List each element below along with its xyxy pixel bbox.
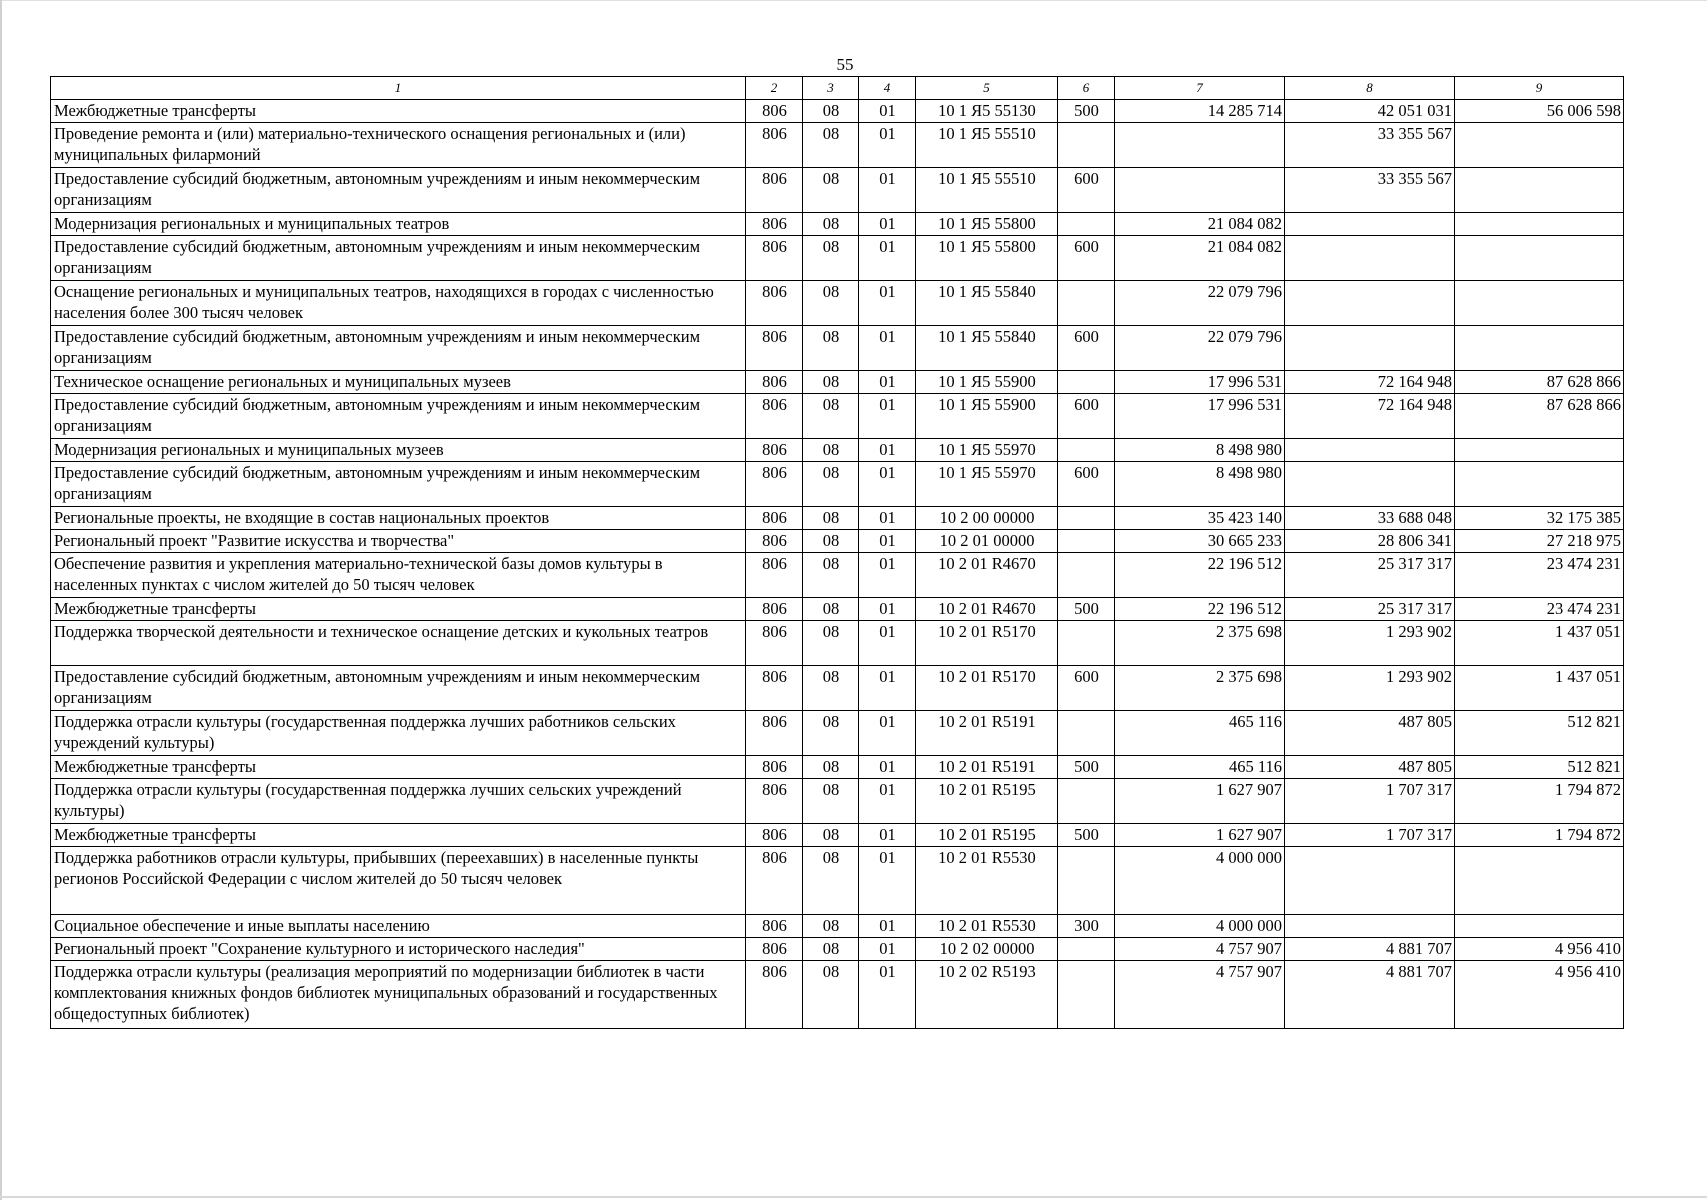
amount-col-8 bbox=[1285, 281, 1455, 326]
page-number: 55 bbox=[836, 55, 854, 74]
code-subsection: 01 bbox=[859, 961, 916, 1029]
amount-col-9 bbox=[1455, 462, 1624, 507]
code-expense-type bbox=[1058, 281, 1115, 326]
code-grbs: 806 bbox=[746, 530, 803, 553]
code-target-article: 10 1 Я5 55510 bbox=[916, 123, 1058, 168]
table-row bbox=[51, 756, 1624, 779]
amount-col-8: 25 317 317 bbox=[1285, 553, 1455, 598]
code-grbs: 806 bbox=[746, 100, 803, 123]
header-row bbox=[51, 77, 1624, 100]
code-section: 08 bbox=[803, 123, 859, 168]
table-row bbox=[51, 462, 1624, 507]
code-subsection: 01 bbox=[859, 371, 916, 394]
row-name: Межбюджетные трансферты bbox=[51, 824, 746, 847]
code-target-article: 10 2 01 R5191 bbox=[916, 711, 1058, 756]
table-row bbox=[51, 281, 1624, 326]
table-row bbox=[51, 961, 1624, 1029]
code-subsection: 01 bbox=[859, 847, 916, 915]
code-subsection: 01 bbox=[859, 281, 916, 326]
code-subsection: 01 bbox=[859, 507, 916, 530]
code-grbs: 806 bbox=[746, 779, 803, 824]
code-subsection: 01 bbox=[859, 824, 916, 847]
code-target-article: 10 2 01 R5170 bbox=[916, 666, 1058, 711]
table-row bbox=[51, 847, 1624, 915]
code-subsection: 01 bbox=[859, 621, 916, 666]
table-row bbox=[51, 598, 1624, 621]
code-subsection: 01 bbox=[859, 779, 916, 824]
amount-col-7: 4 000 000 bbox=[1115, 915, 1285, 938]
amount-col-8 bbox=[1285, 326, 1455, 371]
table-row bbox=[51, 394, 1624, 439]
amount-col-7: 2 375 698 bbox=[1115, 621, 1285, 666]
amount-col-9 bbox=[1455, 236, 1624, 281]
column-header: 5 bbox=[916, 77, 1058, 100]
code-section: 08 bbox=[803, 213, 859, 236]
code-section: 08 bbox=[803, 462, 859, 507]
table-row bbox=[51, 100, 1624, 123]
row-name: Социальное обеспечение и иные выплаты населению bbox=[51, 915, 746, 938]
amount-col-8 bbox=[1285, 847, 1455, 915]
column-header: 8 bbox=[1285, 77, 1455, 100]
code-subsection: 01 bbox=[859, 666, 916, 711]
amount-col-9: 87 628 866 bbox=[1455, 371, 1624, 394]
row-name: Предоставление субсидий бюджетным, автономным учреждениям и иным некоммерческим организациям bbox=[51, 394, 746, 439]
code-section: 08 bbox=[803, 530, 859, 553]
code-expense-type: 600 bbox=[1058, 462, 1115, 507]
table-row bbox=[51, 666, 1624, 711]
code-target-article: 10 1 Я5 55130 bbox=[916, 100, 1058, 123]
table-row bbox=[51, 371, 1624, 394]
column-header: 4 bbox=[859, 77, 916, 100]
code-section: 08 bbox=[803, 621, 859, 666]
code-expense-type bbox=[1058, 507, 1115, 530]
table-row bbox=[51, 553, 1624, 598]
code-section: 08 bbox=[803, 915, 859, 938]
code-target-article: 10 2 01 R5195 bbox=[916, 824, 1058, 847]
amount-col-7: 2 375 698 bbox=[1115, 666, 1285, 711]
row-name: Межбюджетные трансферты bbox=[51, 756, 746, 779]
amount-col-7: 35 423 140 bbox=[1115, 507, 1285, 530]
code-grbs: 806 bbox=[746, 711, 803, 756]
code-grbs: 806 bbox=[746, 621, 803, 666]
code-grbs: 806 bbox=[746, 439, 803, 462]
code-expense-type: 500 bbox=[1058, 100, 1115, 123]
amount-col-9 bbox=[1455, 915, 1624, 938]
code-grbs: 806 bbox=[746, 123, 803, 168]
code-subsection: 01 bbox=[859, 553, 916, 598]
row-name: Поддержка работников отрасли культуры, прибывших (переехавших) в населенные пункты регионов Российской Федерации с числом жителей до 50 тысяч человек bbox=[51, 847, 746, 915]
amount-col-7: 22 079 796 bbox=[1115, 326, 1285, 371]
row-name: Межбюджетные трансферты bbox=[51, 100, 746, 123]
amount-col-7: 17 996 531 bbox=[1115, 394, 1285, 439]
scan-edge-bottom bbox=[0, 1196, 1707, 1198]
amount-col-8: 28 806 341 bbox=[1285, 530, 1455, 553]
amount-col-9: 512 821 bbox=[1455, 756, 1624, 779]
amount-col-8: 487 805 bbox=[1285, 711, 1455, 756]
scan-edge-left bbox=[0, 0, 2, 1200]
code-target-article: 10 1 Я5 55800 bbox=[916, 213, 1058, 236]
code-grbs: 806 bbox=[746, 462, 803, 507]
code-subsection: 01 bbox=[859, 123, 916, 168]
code-grbs: 806 bbox=[746, 281, 803, 326]
table-row bbox=[51, 621, 1624, 666]
code-expense-type bbox=[1058, 711, 1115, 756]
row-name: Техническое оснащение региональных и муниципальных музеев bbox=[51, 371, 746, 394]
code-expense-type bbox=[1058, 621, 1115, 666]
code-target-article: 10 1 Я5 55510 bbox=[916, 168, 1058, 213]
code-expense-type bbox=[1058, 530, 1115, 553]
amount-col-8: 33 688 048 bbox=[1285, 507, 1455, 530]
row-name: Модернизация региональных и муниципальных театров bbox=[51, 213, 746, 236]
amount-col-9 bbox=[1455, 168, 1624, 213]
code-subsection: 01 bbox=[859, 915, 916, 938]
code-section: 08 bbox=[803, 168, 859, 213]
table-row bbox=[51, 938, 1624, 961]
code-target-article: 10 2 01 00000 bbox=[916, 530, 1058, 553]
code-section: 08 bbox=[803, 236, 859, 281]
table-row bbox=[51, 236, 1624, 281]
column-header: 3 bbox=[803, 77, 859, 100]
amount-col-7: 22 196 512 bbox=[1115, 553, 1285, 598]
table-row bbox=[51, 439, 1624, 462]
amount-col-9 bbox=[1455, 213, 1624, 236]
row-name: Поддержка отрасли культуры (реализация мероприятий по модернизации библиотек в части комплектования книжных фондов библиотек муниципальных образований и государственных общедоступных библиотек) bbox=[51, 961, 746, 1029]
code-grbs: 806 bbox=[746, 938, 803, 961]
table-row bbox=[51, 507, 1624, 530]
code-grbs: 806 bbox=[746, 213, 803, 236]
code-target-article: 10 1 Я5 55970 bbox=[916, 462, 1058, 507]
row-name: Предоставление субсидий бюджетным, автономным учреждениям и иным некоммерческим организациям bbox=[51, 168, 746, 213]
amount-col-7 bbox=[1115, 123, 1285, 168]
amount-col-9: 1 794 872 bbox=[1455, 824, 1624, 847]
row-name: Предоставление субсидий бюджетным, автономным учреждениям и иным некоммерческим организациям bbox=[51, 326, 746, 371]
code-section: 08 bbox=[803, 938, 859, 961]
code-subsection: 01 bbox=[859, 711, 916, 756]
code-section: 08 bbox=[803, 507, 859, 530]
code-target-article: 10 2 02 00000 bbox=[916, 938, 1058, 961]
row-name: Региональный проект "Развитие искусства и творчества" bbox=[51, 530, 746, 553]
row-name: Предоставление субсидий бюджетным, автономным учреждениям и иным некоммерческим организациям bbox=[51, 666, 746, 711]
code-grbs: 806 bbox=[746, 236, 803, 281]
amount-col-9: 23 474 231 bbox=[1455, 553, 1624, 598]
table-row bbox=[51, 779, 1624, 824]
amount-col-9: 23 474 231 bbox=[1455, 598, 1624, 621]
code-expense-type: 500 bbox=[1058, 756, 1115, 779]
code-subsection: 01 bbox=[859, 938, 916, 961]
table-row bbox=[51, 824, 1624, 847]
column-header: 9 bbox=[1455, 77, 1624, 100]
row-name: Поддержка творческой деятельности и техническое оснащение детских и кукольных театров bbox=[51, 621, 746, 666]
code-section: 08 bbox=[803, 598, 859, 621]
code-expense-type bbox=[1058, 553, 1115, 598]
code-grbs: 806 bbox=[746, 824, 803, 847]
amount-col-9: 4 956 410 bbox=[1455, 938, 1624, 961]
amount-col-9 bbox=[1455, 847, 1624, 915]
amount-col-7: 1 627 907 bbox=[1115, 824, 1285, 847]
table-row bbox=[51, 168, 1624, 213]
amount-col-8: 1 707 317 bbox=[1285, 779, 1455, 824]
code-subsection: 01 bbox=[859, 213, 916, 236]
code-grbs: 806 bbox=[746, 168, 803, 213]
code-section: 08 bbox=[803, 961, 859, 1029]
code-target-article: 10 2 01 R4670 bbox=[916, 553, 1058, 598]
amount-col-7: 21 084 082 bbox=[1115, 213, 1285, 236]
amount-col-8 bbox=[1285, 439, 1455, 462]
code-section: 08 bbox=[803, 711, 859, 756]
amount-col-9 bbox=[1455, 281, 1624, 326]
code-target-article: 10 2 00 00000 bbox=[916, 507, 1058, 530]
code-section: 08 bbox=[803, 439, 859, 462]
code-section: 08 bbox=[803, 553, 859, 598]
code-expense-type: 600 bbox=[1058, 236, 1115, 281]
code-expense-type bbox=[1058, 123, 1115, 168]
amount-col-7: 14 285 714 bbox=[1115, 100, 1285, 123]
amount-col-9: 87 628 866 bbox=[1455, 394, 1624, 439]
code-subsection: 01 bbox=[859, 394, 916, 439]
amount-col-9 bbox=[1455, 439, 1624, 462]
code-section: 08 bbox=[803, 779, 859, 824]
row-name: Оснащение региональных и муниципальных театров, находящихся в городах с численностью населения более 300 тысяч человек bbox=[51, 281, 746, 326]
amount-col-7: 21 084 082 bbox=[1115, 236, 1285, 281]
amount-col-9: 1 794 872 bbox=[1455, 779, 1624, 824]
amount-col-8: 487 805 bbox=[1285, 756, 1455, 779]
amount-col-7: 30 665 233 bbox=[1115, 530, 1285, 553]
code-subsection: 01 bbox=[859, 168, 916, 213]
amount-col-8 bbox=[1285, 915, 1455, 938]
amount-col-8: 4 881 707 bbox=[1285, 938, 1455, 961]
table-row bbox=[51, 326, 1624, 371]
code-section: 08 bbox=[803, 100, 859, 123]
row-name: Поддержка отрасли культуры (государственная поддержка лучших работников сельских учреждений культуры) bbox=[51, 711, 746, 756]
code-section: 08 bbox=[803, 281, 859, 326]
row-name: Предоставление субсидий бюджетным, автономным учреждениям и иным некоммерческим организациям bbox=[51, 236, 746, 281]
row-name: Модернизация региональных и муниципальных музеев bbox=[51, 439, 746, 462]
budget-table bbox=[50, 76, 1624, 1029]
code-target-article: 10 2 02 R5193 bbox=[916, 961, 1058, 1029]
amount-col-8: 72 164 948 bbox=[1285, 394, 1455, 439]
code-grbs: 806 bbox=[746, 553, 803, 598]
code-target-article: 10 2 01 R5195 bbox=[916, 779, 1058, 824]
amount-col-7: 22 196 512 bbox=[1115, 598, 1285, 621]
code-expense-type: 500 bbox=[1058, 824, 1115, 847]
code-expense-type bbox=[1058, 779, 1115, 824]
amount-col-7: 8 498 980 bbox=[1115, 462, 1285, 507]
code-section: 08 bbox=[803, 666, 859, 711]
code-target-article: 10 2 01 R5191 bbox=[916, 756, 1058, 779]
code-target-article: 10 2 01 R4670 bbox=[916, 598, 1058, 621]
code-target-article: 10 2 01 R5530 bbox=[916, 847, 1058, 915]
code-section: 08 bbox=[803, 824, 859, 847]
code-subsection: 01 bbox=[859, 326, 916, 371]
column-header: 1 bbox=[51, 77, 746, 100]
table-row bbox=[51, 711, 1624, 756]
code-expense-type: 600 bbox=[1058, 666, 1115, 711]
row-name: Проведение ремонта и (или) материально-технического оснащения региональных и (или) муниципальных филармоний bbox=[51, 123, 746, 168]
column-header: 7 bbox=[1115, 77, 1285, 100]
amount-col-7: 8 498 980 bbox=[1115, 439, 1285, 462]
code-section: 08 bbox=[803, 847, 859, 915]
amount-col-9: 27 218 975 bbox=[1455, 530, 1624, 553]
code-grbs: 806 bbox=[746, 915, 803, 938]
amount-col-9: 1 437 051 bbox=[1455, 621, 1624, 666]
code-grbs: 806 bbox=[746, 666, 803, 711]
amount-col-8 bbox=[1285, 462, 1455, 507]
row-name: Межбюджетные трансферты bbox=[51, 598, 746, 621]
row-name: Региональные проекты, не входящие в состав национальных проектов bbox=[51, 507, 746, 530]
code-target-article: 10 1 Я5 55900 bbox=[916, 371, 1058, 394]
amount-col-8: 1 707 317 bbox=[1285, 824, 1455, 847]
amount-col-8: 1 293 902 bbox=[1285, 666, 1455, 711]
code-section: 08 bbox=[803, 371, 859, 394]
amount-col-8 bbox=[1285, 213, 1455, 236]
code-target-article: 10 1 Я5 55970 bbox=[916, 439, 1058, 462]
code-target-article: 10 1 Я5 55840 bbox=[916, 326, 1058, 371]
scan-edge-top bbox=[0, 0, 1707, 1]
code-grbs: 806 bbox=[746, 847, 803, 915]
amount-col-7: 465 116 bbox=[1115, 711, 1285, 756]
row-name: Предоставление субсидий бюджетным, автономным учреждениям и иным некоммерческим организациям bbox=[51, 462, 746, 507]
amount-col-8: 72 164 948 bbox=[1285, 371, 1455, 394]
amount-col-7: 17 996 531 bbox=[1115, 371, 1285, 394]
code-grbs: 806 bbox=[746, 507, 803, 530]
amount-col-7: 22 079 796 bbox=[1115, 281, 1285, 326]
code-expense-type: 300 bbox=[1058, 915, 1115, 938]
code-subsection: 01 bbox=[859, 530, 916, 553]
code-target-article: 10 1 Я5 55840 bbox=[916, 281, 1058, 326]
code-section: 08 bbox=[803, 326, 859, 371]
amount-col-8: 42 051 031 bbox=[1285, 100, 1455, 123]
amount-col-9: 512 821 bbox=[1455, 711, 1624, 756]
amount-col-7: 1 627 907 bbox=[1115, 779, 1285, 824]
row-name: Региональный проект "Сохранение культурного и исторического наследия" bbox=[51, 938, 746, 961]
amount-col-9 bbox=[1455, 123, 1624, 168]
amount-col-9: 56 006 598 bbox=[1455, 100, 1624, 123]
amount-col-7: 465 116 bbox=[1115, 756, 1285, 779]
table-row bbox=[51, 530, 1624, 553]
amount-col-8 bbox=[1285, 236, 1455, 281]
table-row bbox=[51, 915, 1624, 938]
amount-col-9: 1 437 051 bbox=[1455, 666, 1624, 711]
code-grbs: 806 bbox=[746, 326, 803, 371]
row-name: Обеспечение развития и укрепления материально-технической базы домов культуры в населенных пунктах с числом жителей до 50 тысяч человек bbox=[51, 553, 746, 598]
amount-col-8: 1 293 902 bbox=[1285, 621, 1455, 666]
code-expense-type: 600 bbox=[1058, 326, 1115, 371]
amount-col-7: 4 000 000 bbox=[1115, 847, 1285, 915]
code-expense-type: 600 bbox=[1058, 168, 1115, 213]
table-row bbox=[51, 123, 1624, 168]
code-target-article: 10 1 Я5 55900 bbox=[916, 394, 1058, 439]
code-expense-type bbox=[1058, 961, 1115, 1029]
code-expense-type bbox=[1058, 938, 1115, 961]
column-header: 2 bbox=[746, 77, 803, 100]
amount-col-8: 33 355 567 bbox=[1285, 168, 1455, 213]
code-expense-type bbox=[1058, 371, 1115, 394]
code-section: 08 bbox=[803, 756, 859, 779]
table-body bbox=[51, 100, 1624, 1029]
code-subsection: 01 bbox=[859, 598, 916, 621]
code-grbs: 806 bbox=[746, 371, 803, 394]
amount-col-8: 4 881 707 bbox=[1285, 961, 1455, 1029]
code-subsection: 01 bbox=[859, 439, 916, 462]
code-subsection: 01 bbox=[859, 236, 916, 281]
code-expense-type bbox=[1058, 439, 1115, 462]
column-header: 6 bbox=[1058, 77, 1115, 100]
code-subsection: 01 bbox=[859, 462, 916, 507]
code-grbs: 806 bbox=[746, 598, 803, 621]
amount-col-9 bbox=[1455, 326, 1624, 371]
amount-col-8: 25 317 317 bbox=[1285, 598, 1455, 621]
amount-col-9: 4 956 410 bbox=[1455, 961, 1624, 1029]
code-target-article: 10 2 01 R5170 bbox=[916, 621, 1058, 666]
code-expense-type bbox=[1058, 847, 1115, 915]
amount-col-9: 32 175 385 bbox=[1455, 507, 1624, 530]
row-name: Поддержка отрасли культуры (государственная поддержка лучших сельских учреждений культуры) bbox=[51, 779, 746, 824]
amount-col-8: 33 355 567 bbox=[1285, 123, 1455, 168]
code-target-article: 10 2 01 R5530 bbox=[916, 915, 1058, 938]
table-row bbox=[51, 213, 1624, 236]
amount-col-7: 4 757 907 bbox=[1115, 961, 1285, 1029]
code-subsection: 01 bbox=[859, 100, 916, 123]
code-grbs: 806 bbox=[746, 756, 803, 779]
code-target-article: 10 1 Я5 55800 bbox=[916, 236, 1058, 281]
code-section: 08 bbox=[803, 394, 859, 439]
code-expense-type bbox=[1058, 213, 1115, 236]
amount-col-7 bbox=[1115, 168, 1285, 213]
code-grbs: 806 bbox=[746, 394, 803, 439]
code-expense-type: 600 bbox=[1058, 394, 1115, 439]
code-subsection: 01 bbox=[859, 756, 916, 779]
code-expense-type: 500 bbox=[1058, 598, 1115, 621]
code-grbs: 806 bbox=[746, 961, 803, 1029]
amount-col-7: 4 757 907 bbox=[1115, 938, 1285, 961]
